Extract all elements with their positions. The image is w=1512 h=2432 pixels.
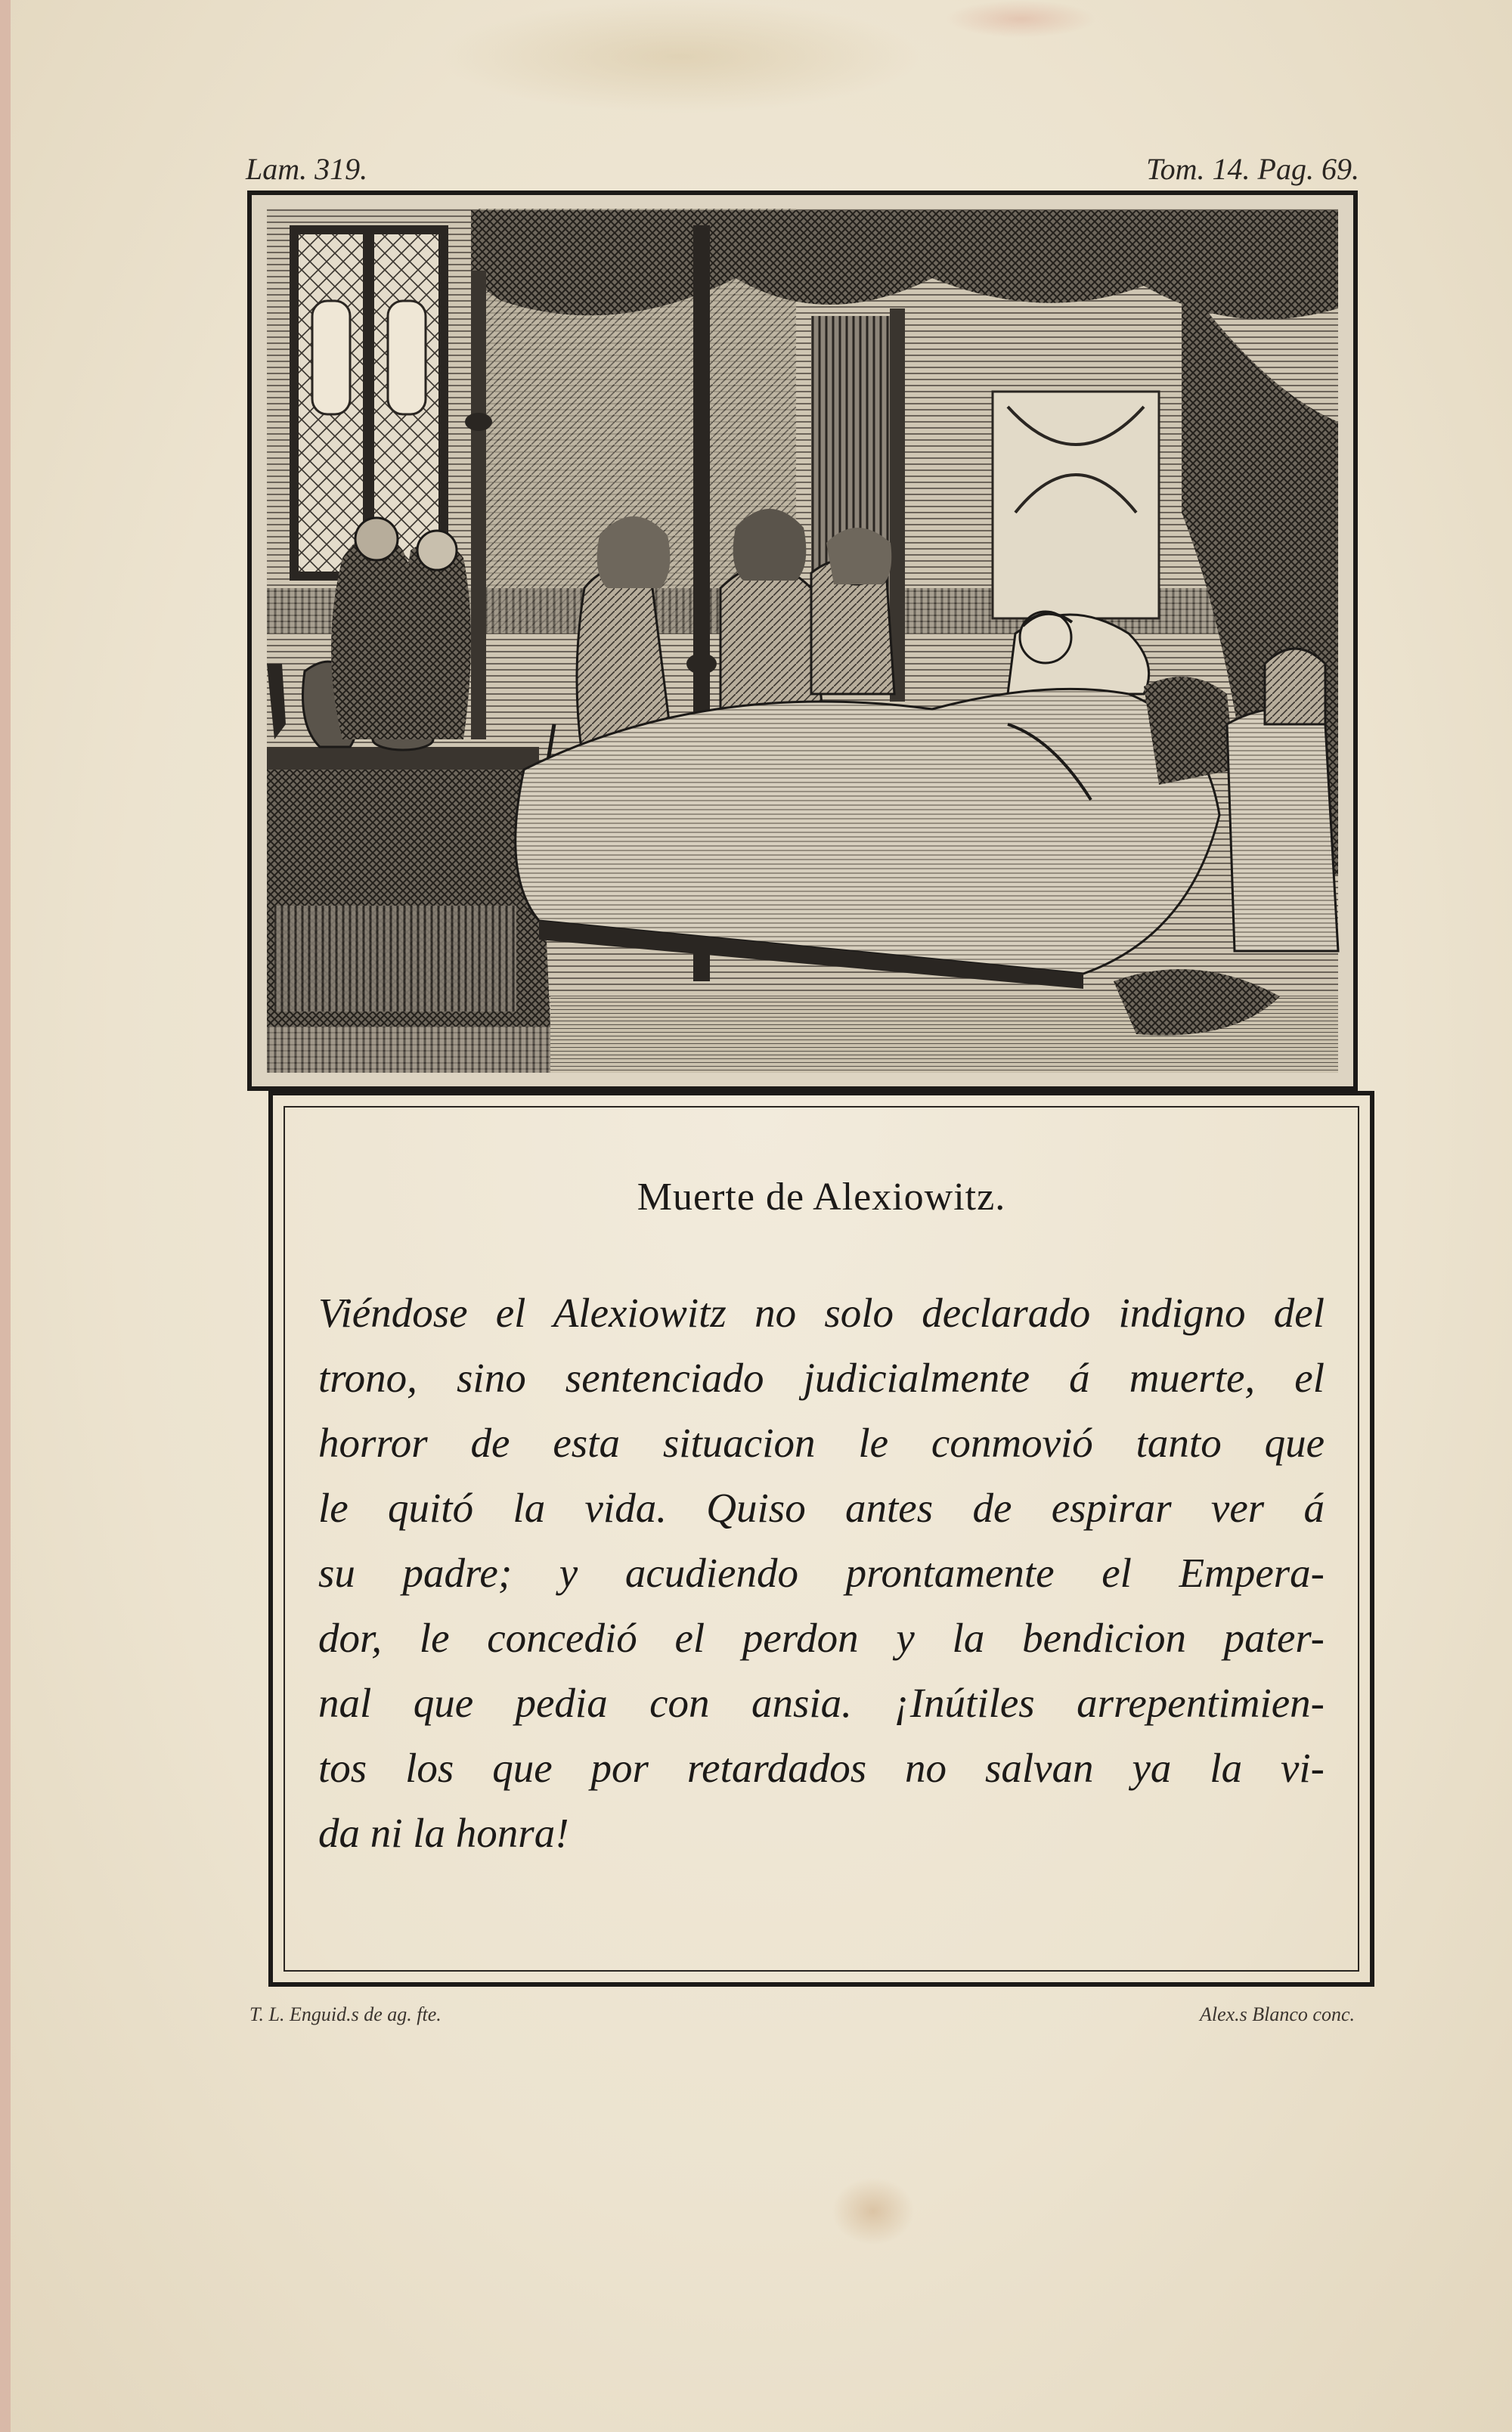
- volume-page-reference: Tom. 14. Pag. 69.: [1146, 152, 1359, 186]
- caption-line: Viéndose el Alexiowitz no solo declarado indigno del: [318, 1290, 1325, 1336]
- paper-stain-bottom: [832, 2177, 915, 2245]
- caption-line: trono, sino sentenciado judicialmente á muerte, el: [318, 1355, 1325, 1401]
- caption-line: le quitó la vida. Quiso antes de espirar ver á: [318, 1485, 1325, 1531]
- engraving-illustration: [247, 191, 1358, 1091]
- deathbed-scene-engraving: [252, 195, 1353, 1086]
- caption-frame: [268, 1091, 1374, 1987]
- caption-line: horror de esta situacion le conmovió tanto que: [318, 1420, 1325, 1466]
- caption-title: Muerte de Alexiowitz.: [637, 1176, 1006, 1219]
- caption-line: tos los que por retardados no salvan ya la vi-: [318, 1745, 1325, 1791]
- paper-stain-top: [438, 0, 922, 113]
- caption-line: da ni la honra!: [318, 1810, 569, 1856]
- engraver-credit: T. L. Enguid.s de ag. fte.: [249, 2003, 442, 2025]
- paper-edge: [0, 0, 11, 2432]
- caption-text: [318, 1281, 1325, 1866]
- caption-line: su padre; y acudiendo prontamente el Empera-: [318, 1550, 1325, 1596]
- plate-number: Lam. 319.: [246, 152, 368, 186]
- paper-stain-top-right: [945, 0, 1096, 38]
- caption-line: dor, le concedió el perdon y la bendicion pater-: [318, 1615, 1325, 1661]
- caption-line: nal que pedia con ansia. ¡Inútiles arrepentimien-: [318, 1680, 1325, 1726]
- designer-credit: Alex.s Blanco conc.: [1199, 2003, 1355, 2025]
